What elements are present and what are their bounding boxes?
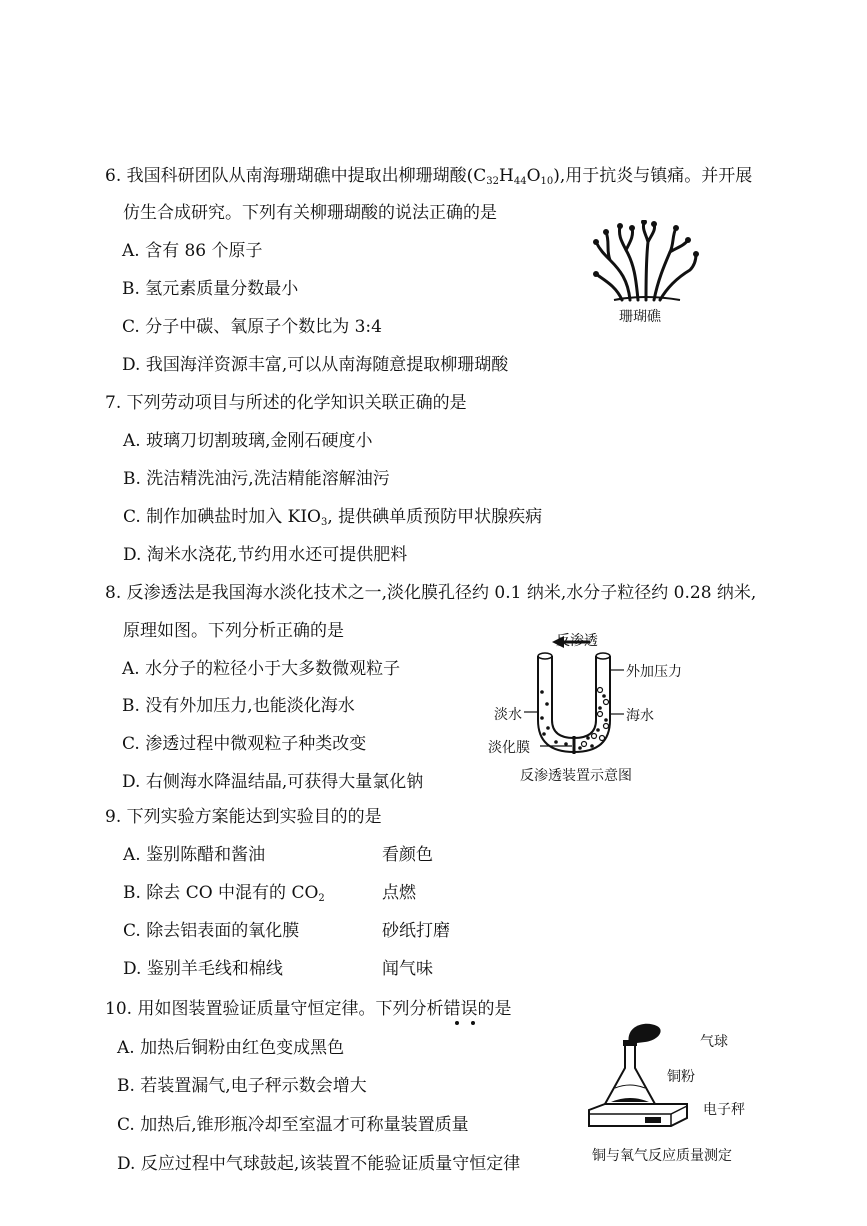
ro-figure-caption: 反渗透装置示意图 [520, 768, 632, 784]
q9-row-a-goal: A. 鉴别陈醋和酱油 [123, 845, 266, 865]
q7-option-b: B. 洗洁精洗油污,洗洁精能溶解油污 [123, 469, 390, 489]
coral-reef-figure [590, 220, 700, 302]
q10-option-d: D. 反应过程中气球鼓起,该装置不能验证质量守恒定律 [117, 1154, 521, 1174]
q7-option-c: C. 制作加碘盐时加入 $KIO_3$, 提供碘单质预防甲状腺疾病 [123, 507, 543, 528]
q7-option-d: D. 淘米水浇花,节约用水还可提供肥料 [123, 545, 408, 565]
q10-stem: 10. 用如图装置验证质量守恒定律。下列分析错误的是 [105, 999, 512, 1019]
copper-powder-label: 铜粉 [667, 1069, 695, 1085]
q9-row-c-method: 砂纸打磨 [382, 921, 450, 941]
ro-sea-water-label: 海水 [626, 708, 654, 724]
q9-row-a-method: 看颜色 [382, 845, 433, 865]
q10-option-a: A. 加热后铜粉由红色变成黑色 [117, 1038, 345, 1058]
emphasis-dot [455, 1021, 459, 1025]
q10-option-c: C. 加热后,锥形瓶冷却至室温才可称量装置质量 [117, 1115, 469, 1135]
q6-option-c: C. 分子中碳、氧原子个数比为 3:4 [122, 317, 382, 337]
ro-pressure-label: 外加压力 [626, 664, 682, 680]
ro-fresh-water-label: 淡水 [494, 707, 522, 723]
balloon-label: 气球 [700, 1034, 728, 1050]
q9-row-d-method: 闻气味 [382, 959, 433, 979]
scale-label: 电子秤 [703, 1102, 745, 1118]
q8-stem-line2: 原理如图。下列分析正确的是 [123, 621, 344, 641]
emphasis-dot [471, 1021, 475, 1025]
electronic-scale [589, 1104, 687, 1126]
q6-option-a: A. 含有 86 个原子 [122, 241, 263, 261]
ro-membrane-label: 淡化膜 [488, 740, 530, 756]
q7-option-a: A. 玻璃刀切割玻璃,金刚石硬度小 [123, 431, 373, 451]
q6-option-b: B. 氢元素质量分数最小 [122, 279, 299, 299]
q8-option-d: D. 右侧海水降温结晶,可获得大量氯化钠 [122, 772, 424, 792]
q9-stem: 9. 下列实验方案能达到实验目的的是 [105, 807, 382, 827]
q6-stem-line1: 6. 我国科研团队从南海珊瑚礁中提取出柳珊瑚酸$(C_{32}H_{44}O_{10})$,用于抗炎与镇痛。并开展 [105, 166, 753, 187]
q9-row-b-goal: B. 除去 CO 中混有的 $CO_2$ [123, 883, 325, 904]
q6-option-d: D. 我国海洋资源丰富,可以从南海随意提取柳珊瑚酸 [122, 355, 509, 375]
mass-figure-caption: 铜与氧气反应质量测定 [592, 1148, 732, 1164]
conical-flask [605, 1044, 655, 1104]
q10-option-b: B. 若装置漏气,电子秤示数会增大 [117, 1076, 367, 1096]
q8-stem-line1: 8. 反渗透法是我国海水淡化技术之一,淡化膜孔径约 0.1 纳米,水分子粒径约 0.28 纳米, [105, 583, 757, 603]
q8-option-c: C. 渗透过程中微观粒子种类改变 [122, 734, 367, 754]
q8-option-a: A. 水分子的粒径小于大多数微观粒子 [122, 659, 401, 679]
ro-arrow-label: 反渗透 [556, 633, 598, 649]
u-tube-inner [552, 656, 596, 738]
q9-row-d-goal: D. 鉴别羊毛线和棉线 [123, 959, 283, 979]
q9-row-b-method: 点燃 [382, 883, 416, 903]
q7-stem: 7. 下列劳动项目与所述的化学知识关联正确的是 [105, 393, 467, 413]
q6-stem-line2: 仿生合成研究。下列有关柳珊瑚酸的说法正确的是 [123, 203, 497, 223]
q9-row-c-goal: C. 除去铝表面的氧化膜 [123, 921, 300, 941]
coral-reef-caption: 珊瑚礁 [619, 309, 661, 325]
q8-option-b: B. 没有外加压力,也能淡化海水 [122, 696, 355, 716]
